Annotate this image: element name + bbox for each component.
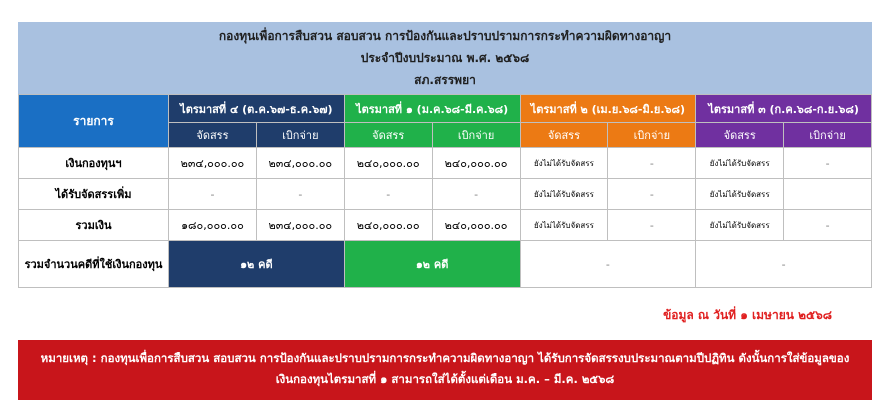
fiscal-year: ประจำปีงบประมาณ พ.ศ. ๒๕๖๘ (360, 51, 530, 65)
quarter-4-header: ไตรมาสที่ ๔ (ต.ค.๖๗-ธ.ค.๖๗) (169, 95, 345, 123)
table-cell: - (432, 179, 520, 210)
table-cell: - (256, 179, 344, 210)
case-count-label: รวมจำนวนคดีที่ใช้เงินกองทุน (19, 241, 169, 288)
quarter-1-header: ไตรมาสที่ ๑ (ม.ค.๖๘-มี.ค.๖๘) (344, 95, 520, 123)
table-row (19, 210, 872, 241)
remark-banner (18, 340, 872, 400)
table-cell: ยังไม่ได้รับจัดสรร (520, 148, 608, 179)
table-cell (784, 179, 872, 210)
q2-case-count: - (520, 241, 696, 288)
table-cell: ๒๓๔,๐๐๐.๐๐ (256, 210, 344, 241)
table-cell: - (344, 179, 432, 210)
row-label: ได้รับจัดสรรเพิ่ม (19, 179, 169, 210)
table-cell: ยังไม่ได้รับจัดสรร (520, 179, 608, 210)
row-label: รวมเงิน (19, 210, 169, 241)
table-cell: ๒๔๐,๐๐๐.๐๐ (344, 148, 432, 179)
report-header (18, 22, 872, 94)
remark-line-2: เงินกองทุนไตรมาสที่ ๑ สามารถใส่ได้ตั้งแต่เดือน ม.ค. – มี.ค. ๒๕๖๘ (275, 372, 615, 386)
table-cell: - (608, 179, 696, 210)
table-cell: ๒๓๔,๐๐๐.๐๐ (256, 148, 344, 179)
table-cell: - (784, 210, 872, 241)
q2-spent-header: เบิกจ่าย (608, 123, 696, 148)
q1-spent-header: เบิกจ่าย (432, 123, 520, 148)
quarter-3-header: ไตรมาสที่ ๓ (ก.ค.๖๘-ก.ย.๖๘) (696, 95, 872, 123)
q4-spent-header: เบิกจ่าย (256, 123, 344, 148)
table-cell: ยังไม่ได้รับจัดสรร (520, 210, 608, 241)
q3-case-count: - (696, 241, 872, 288)
quarter-2-header: ไตรมาสที่ ๒ (เม.ย.๖๘-มิ.ย.๖๘) (520, 95, 696, 123)
column-header-items: รายการ (19, 95, 169, 148)
q4-case-count: ๑๒ คดี (169, 241, 345, 288)
table-cell: ๒๔๐,๐๐๐.๐๐ (344, 210, 432, 241)
q1-alloc-header: จัดสรร (344, 123, 432, 148)
row-label: เงินกองทุนฯ (19, 148, 169, 179)
q3-alloc-header: จัดสรร (696, 123, 784, 148)
table-cell: - (169, 179, 257, 210)
table-cell: - (608, 210, 696, 241)
table-cell: ๒๓๔,๐๐๐.๐๐ (169, 148, 257, 179)
q3-spent-header: เบิกจ่าย (784, 123, 872, 148)
q2-alloc-header: จัดสรร (520, 123, 608, 148)
data-as-of-date: ข้อมูล ณ วันที่ ๑ เมษายน ๒๕๖๘ (663, 308, 832, 322)
table-cell: - (608, 148, 696, 179)
report-title: กองทุนเพื่อการสืบสวน สอบสวน การป้องกันและปราบปรามการกระทำความผิดทางอาญา (218, 29, 672, 43)
q1-case-count: ๑๒ คดี (344, 241, 520, 288)
table-cell: ๑๘๐,๐๐๐.๐๐ (169, 210, 257, 241)
table-cell: - (784, 148, 872, 179)
remark-line-1: หมายเหตุ : กองทุนเพื่อการสืบสวน สอบสวน การป้องกันและปราบปรามการกระทำความผิดทางอาญา ได้รับการจัดสรรงบประมาณตามปีปฏิทิน ดังนั้นการใส่ข้อมูลของ (40, 351, 850, 365)
case-count-row (19, 241, 872, 288)
budget-table (18, 94, 872, 288)
table-cell: ยังไม่ได้รับจัดสรร (696, 210, 784, 241)
table-row (19, 148, 872, 179)
table-cell: ๒๔๐,๐๐๐.๐๐ (432, 210, 520, 241)
q4-alloc-header: จัดสรร (169, 123, 257, 148)
table-row (19, 179, 872, 210)
table-cell: ๒๔๐,๐๐๐.๐๐ (432, 148, 520, 179)
table-cell: ยังไม่ได้รับจัดสรร (696, 179, 784, 210)
station-name: สภ.สรรพยา (414, 73, 476, 87)
table-cell: ยังไม่ได้รับจัดสรร (696, 148, 784, 179)
